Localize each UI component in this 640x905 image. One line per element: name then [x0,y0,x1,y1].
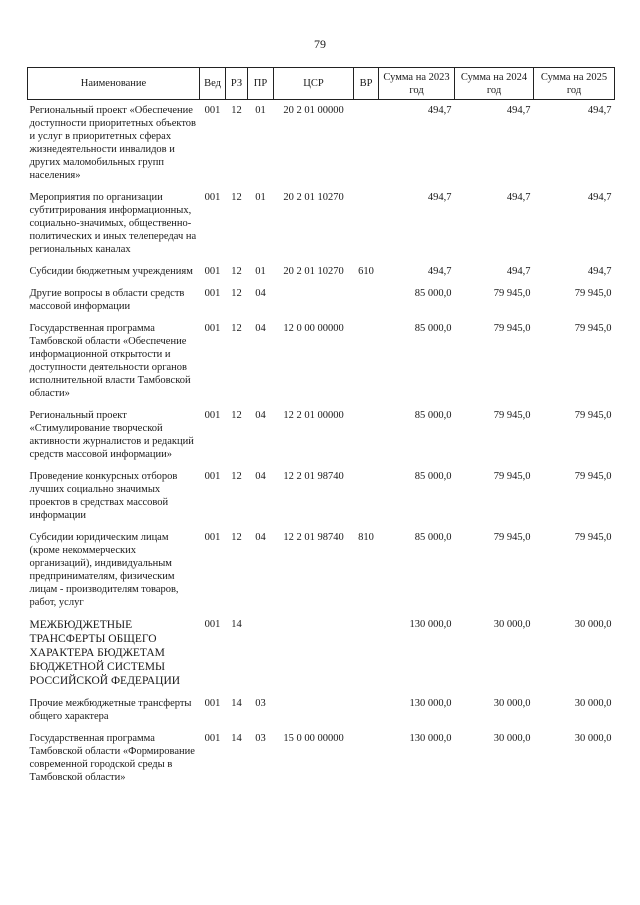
row-sum-2024: 79 945,0 [493,532,531,543]
col-header-sum-2025: Сумма на 2025 год [534,68,615,100]
row-sum-2025: 494,7 [587,192,612,203]
row-csr: 12 2 01 98740 [283,471,344,482]
row-sum-2024: 79 945,0 [493,288,531,299]
row-csr: 12 0 00 00000 [283,323,344,334]
row-sum-2023: 130 000,0 [409,619,452,630]
row-name: Проведение конкурсных отборов лучших социально значимых проектов в средствах массовой информации [29,471,178,521]
row-sum-2024: 79 945,0 [493,323,531,334]
col-header-pr: ПР [248,68,274,100]
row-vr [354,618,379,697]
row-sum-2023: 85 000,0 [414,471,452,482]
row-vr [354,191,379,265]
table-row [28,191,615,265]
row-ved: 001 [204,323,221,334]
row-name: Государственная программа Тамбовской области «Обеспечение информационной открытости и доступности деятельности органов исполнительной власти Тамбовской области» [29,323,191,399]
row-pr: 04 [255,532,266,543]
table-row [28,100,615,192]
row-name: Мероприятия по организации субтитрирования информационных, социально-значимых, общественно-политических и иных телепередач на региональных каналах [29,192,197,255]
row-sum-2023: 85 000,0 [414,410,452,421]
table-row [28,697,615,732]
row-rz: 12 [231,323,242,334]
page-number: 79 [314,37,326,51]
row-sum-2023: 85 000,0 [414,288,452,299]
row-name: Региональный проект «Обеспечение доступности приоритетных объектов и услуг в приоритетных сферах жизнедеятельности инвалидов и других маломобильных групп населения» [29,105,196,181]
row-sum-2024: 30 000,0 [493,698,531,709]
row-pr: 03 [255,733,266,744]
row-pr: 01 [255,192,266,203]
row-ved: 001 [204,105,221,116]
table-header-row [28,68,615,100]
row-sum-2025: 79 945,0 [574,532,612,543]
row-vr [354,287,379,322]
row-name: Субсидии юридическим лицам (кроме некоммерческих организаций), индивидуальным предпринимателям, физическим лицам - производителям товаров, работ, услуг [29,532,179,608]
row-name: Региональный проект «Стимулирование творческой активности журналистов и редакций средств массовой информации» [29,410,194,460]
row-sum-2024: 494,7 [506,266,531,277]
row-rz: 12 [231,410,242,421]
row-rz: 14 [231,733,242,744]
row-rz: 14 [231,619,242,630]
row-sum-2025: 79 945,0 [574,323,612,334]
table-row [28,732,615,793]
row-sum-2023: 494,7 [427,192,452,203]
row-rz: 12 [231,532,242,543]
row-pr: 04 [255,471,266,482]
budget-table [27,67,615,793]
row-ved: 001 [204,410,221,421]
row-csr: 20 2 01 00000 [283,105,344,116]
row-pr: 03 [255,698,266,709]
row-sum-2023: 130 000,0 [409,698,452,709]
row-pr: 04 [255,323,266,334]
row-csr [274,697,354,732]
row-sum-2023: 494,7 [427,266,452,277]
table-row [28,287,615,322]
row-ved: 001 [204,192,221,203]
row-csr: 20 2 01 10270 [283,266,344,277]
row-vr [354,409,379,470]
row-sum-2025: 494,7 [587,105,612,116]
row-sum-2023: 85 000,0 [414,323,452,334]
col-header-rz: РЗ [226,68,248,100]
row-vr: 610 [358,266,374,277]
table-row [28,618,615,697]
table-row [28,470,615,531]
row-sum-2023: 130 000,0 [409,733,452,744]
row-pr: 04 [255,288,266,299]
row-ved: 001 [204,266,221,277]
row-ved: 001 [204,471,221,482]
row-ved: 001 [204,532,221,543]
row-sum-2025: 79 945,0 [574,410,612,421]
row-ved: 001 [204,288,221,299]
row-name: Прочие межбюджетные трансферты общего характера [29,698,192,722]
row-ved: 001 [204,733,221,744]
row-csr: 20 2 01 10270 [283,192,344,203]
row-csr [274,618,354,697]
row-name: Другие вопросы в области средств массовой информации [29,288,185,312]
row-ved: 001 [204,619,221,630]
row-csr: 12 2 01 98740 [283,532,344,543]
row-name: Государственная программа Тамбовской области «Формирование современной городской среды в Тамбовской области» [29,733,195,783]
row-csr: 15 0 00 00000 [283,733,344,744]
table-row [28,409,615,470]
row-pr [248,618,274,697]
row-csr [274,287,354,322]
row-rz: 12 [231,288,242,299]
col-header-vr: ВР [354,68,379,100]
col-header-sum-2023: Сумма на 2023 год [379,68,455,100]
row-rz: 12 [231,266,242,277]
row-vr [354,470,379,531]
row-pr: 01 [255,105,266,116]
row-ved: 001 [204,698,221,709]
row-sum-2024: 494,7 [506,105,531,116]
table-row [28,265,615,287]
table-row [28,322,615,409]
row-sum-2025: 79 945,0 [574,471,612,482]
row-sum-2023: 494,7 [427,105,452,116]
row-rz: 12 [231,471,242,482]
row-sum-2024: 79 945,0 [493,410,531,421]
row-csr: 12 2 01 00000 [283,410,344,421]
row-vr [354,732,379,793]
row-name: Субсидии бюджетным учреждениям [29,266,193,277]
row-vr: 810 [358,532,374,543]
table-row [28,531,615,618]
row-vr [354,697,379,732]
row-sum-2024: 494,7 [506,192,531,203]
row-rz: 12 [231,192,242,203]
col-header-sum-2024: Сумма на 2024 год [455,68,534,100]
row-sum-2025: 494,7 [587,266,612,277]
row-sum-2024: 79 945,0 [493,471,531,482]
row-sum-2023: 85 000,0 [414,532,452,543]
row-sum-2025: 79 945,0 [574,288,612,299]
row-rz: 14 [231,698,242,709]
row-sum-2024: 30 000,0 [493,619,531,630]
row-vr [354,322,379,409]
row-name: МЕЖБЮДЖЕТНЫЕ ТРАНСФЕРТЫ ОБЩЕГО ХАРАКТЕРА БЮДЖЕТАМ БЮДЖЕТНОЙ СИСТЕМЫ РОССИЙСКОЙ ФЕДЕРАЦИИ [29,619,181,687]
row-vr [354,100,379,192]
col-header-ved: Вед [200,68,226,100]
table-body [28,100,615,794]
row-sum-2025: 30 000,0 [574,698,612,709]
row-rz: 12 [231,105,242,116]
row-pr: 01 [255,266,266,277]
col-header-name: Наименование [28,68,200,100]
col-header-csr: ЦСР [274,68,354,100]
row-pr: 04 [255,410,266,421]
row-sum-2024: 30 000,0 [493,733,531,744]
row-sum-2025: 30 000,0 [574,733,612,744]
row-sum-2025: 30 000,0 [574,619,612,630]
